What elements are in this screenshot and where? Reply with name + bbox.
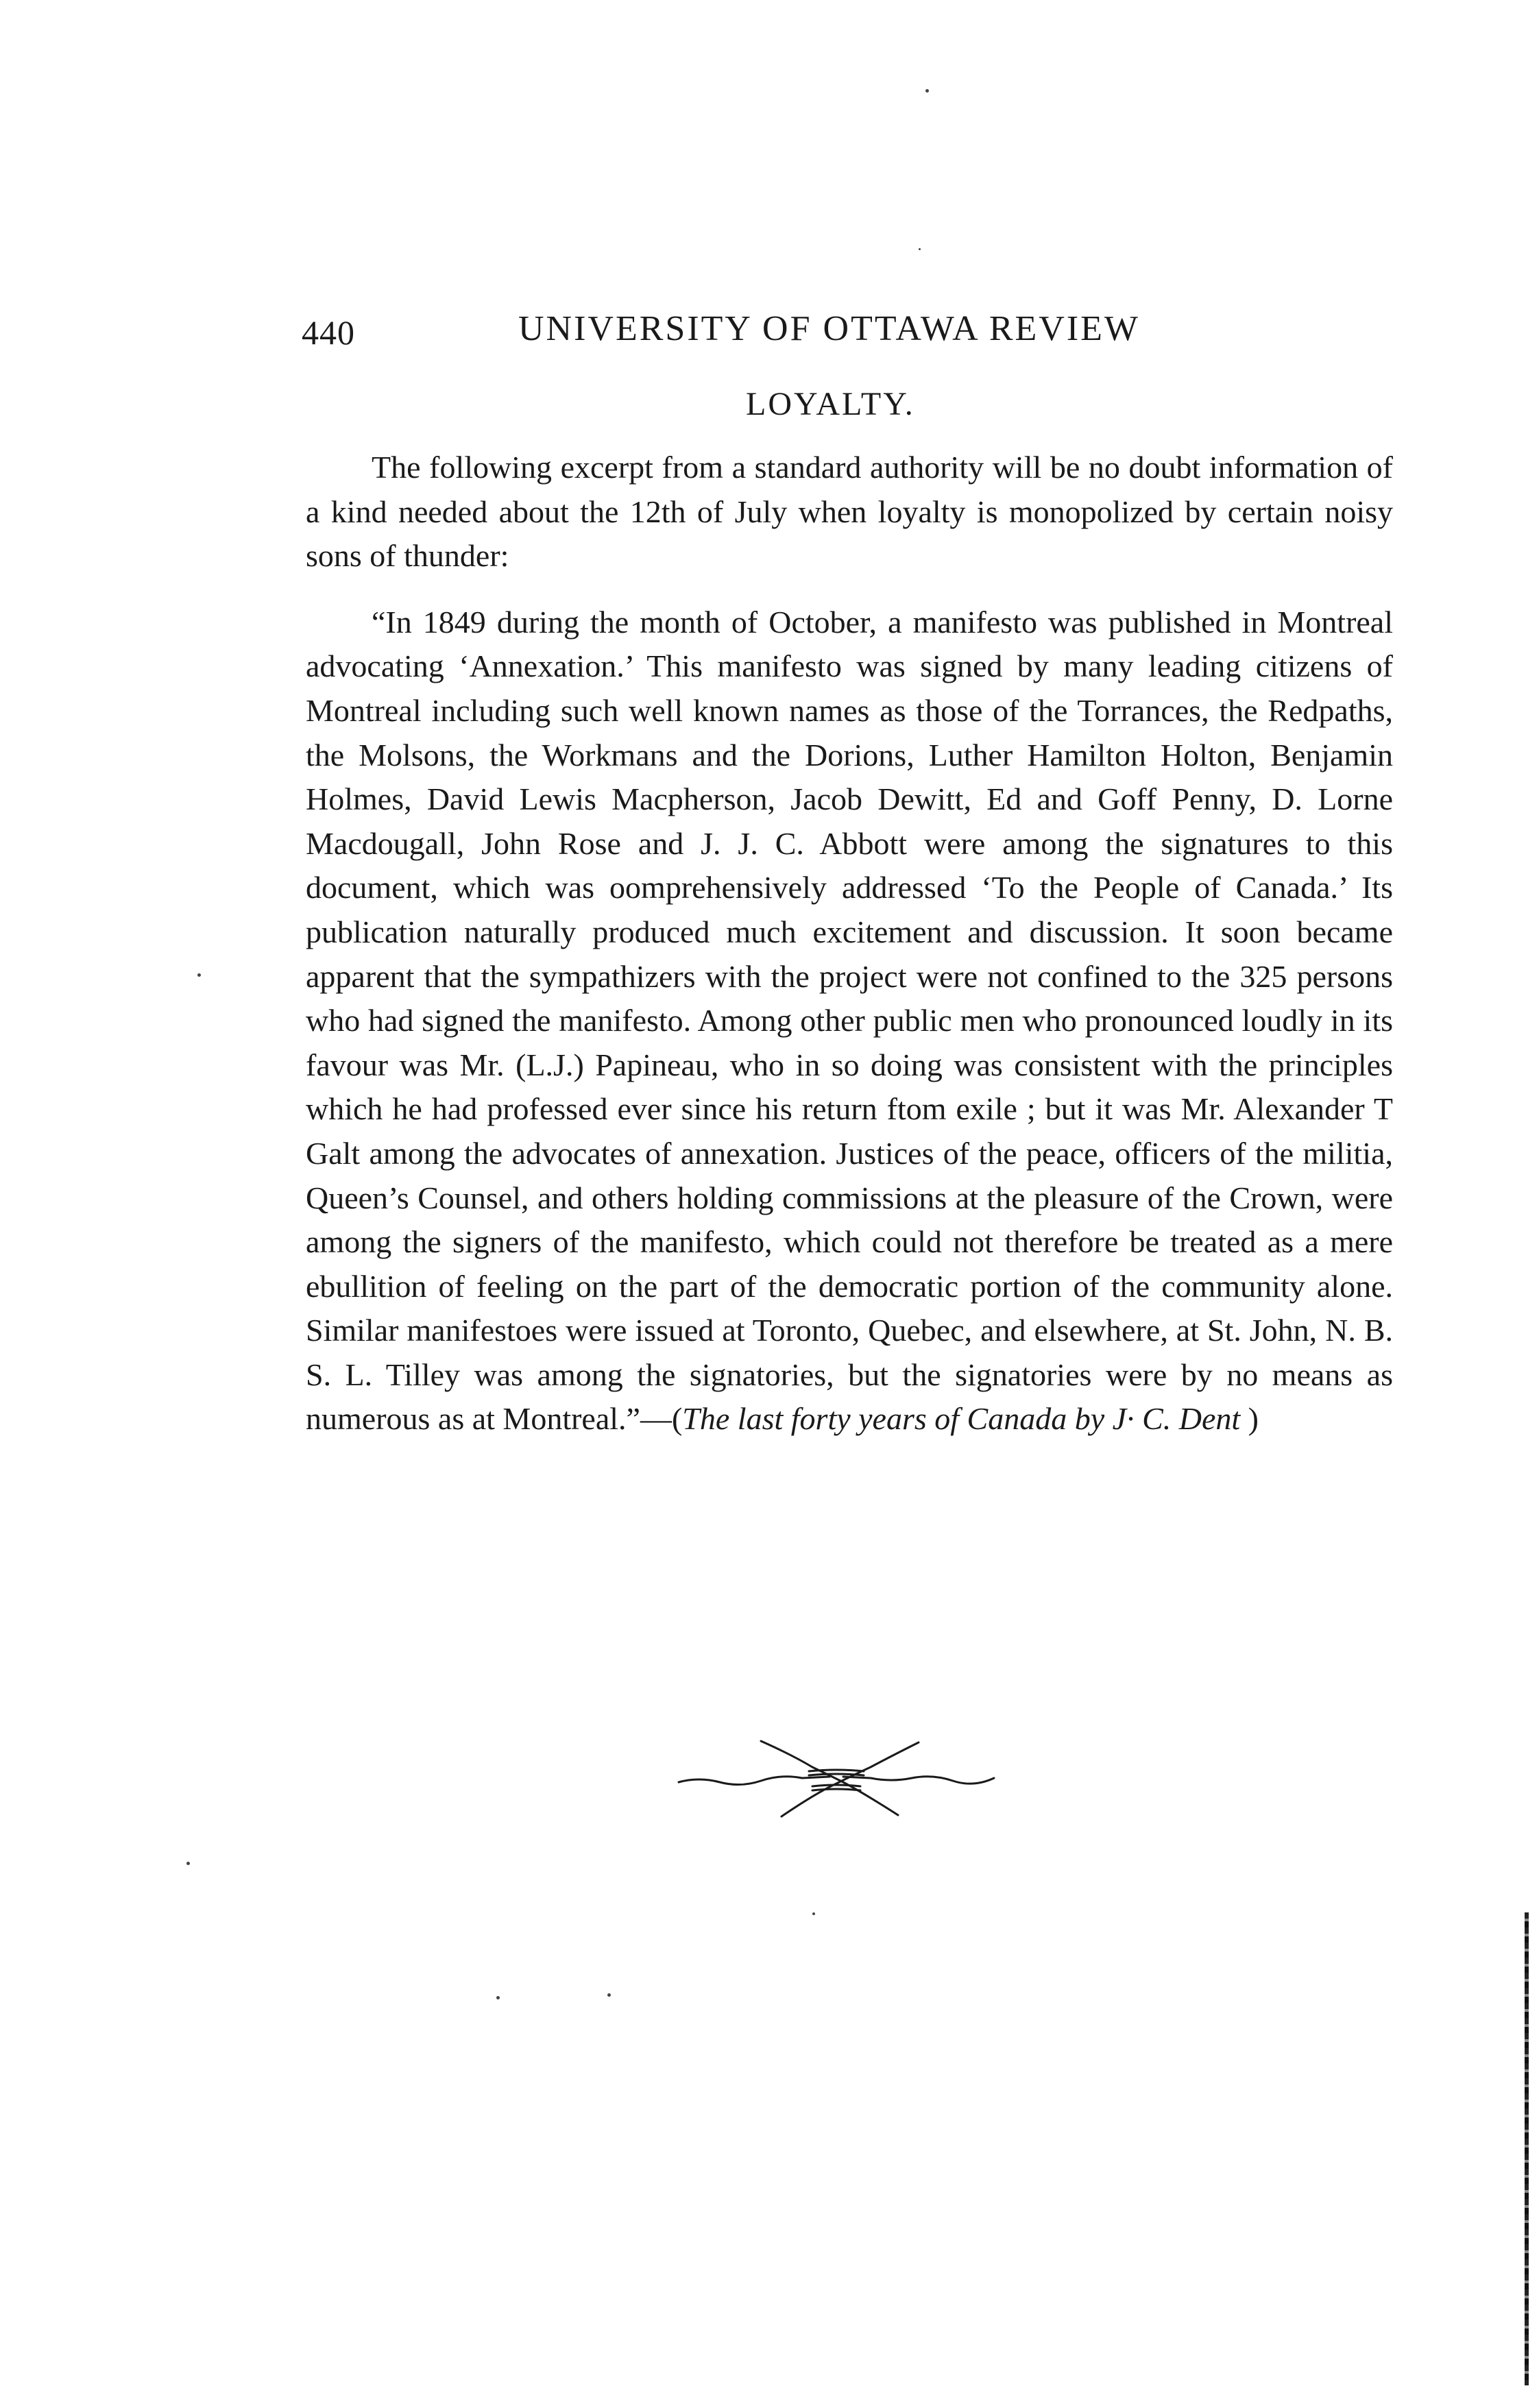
intro-paragraph: The following excerpt from a standard authority will be no doubt information of a kind needed about the 12th of July when loyalty is monopolized by certain noisy sons of thunder:	[306, 450, 1393, 574]
scan-speck	[197, 973, 201, 977]
quote-paragraph	[306, 600, 1393, 1442]
article-body	[306, 446, 1393, 1442]
scan-margin-edge	[1525, 1912, 1529, 2385]
scan-speck	[607, 1993, 611, 1997]
scan-speck	[186, 1862, 190, 1865]
source-citation: The last forty years of Canada by J· C. Dent	[682, 1401, 1241, 1437]
source-close: )	[1240, 1401, 1259, 1437]
scan-speck	[925, 89, 929, 93]
running-head	[302, 302, 1234, 356]
quote-text: “In 1849 during the month of October, a manifesto was published in Montreal advocating ‘Annexation.’ This manifesto was signed by many leading citizens of Montreal including such well known names as those of the Torrances, the Redpaths, the Molsons, the Workmans and the Dorions, Luther Hamilton Holton, Benjamin Holmes, David Lewis Macpherson, Jacob Dewitt, Ed and Goff Penny, D. Lorne Macdougall, John Rose and J. J. C. Abbott were among the signatures to this document, which was oomprehensively addressed ‘To the People of Canada.’ Its publication naturally produced much excitement and discussion. It soon became apparent that the sympathizers with the project were not confined to the 325 persons who had signed the manifesto. Among other public men who pronounced loudly in its favour was Mr. (L.J.) Papineau, who in so doing was consistent with the principles which he had professed ever since his return ftom exile ; but it was Mr. Alexander T Galt among the advocates of annexation. Justices of the peace, officers of the militia, Queen’s Counsel, and others holding commissions at the pleasure of the Crown, were among the signers of the manifesto, which could not therefore be treated as a mere ebullition of feeling on the part of the democratic portion of the community alone. Similar manifestoes were issued at Toronto, Quebec, and elsewhere, at St. John, N. B. S. L. Tilley was among the signatories, but the signatories were by no means as numerous as at Montreal.”—	[306, 604, 1393, 1437]
scan-speck	[919, 248, 921, 250]
scan-speck	[812, 1912, 815, 1915]
article-title: LOYALTY.	[746, 386, 915, 422]
scan-speck	[496, 1996, 500, 1999]
journal-title: UNIVERSITY OF OTTAWA REVIEW	[518, 309, 1140, 348]
page-number: 440	[302, 313, 355, 352]
source-open: (	[671, 1401, 683, 1437]
crossed-flourish-ornament-icon	[672, 1727, 1001, 1830]
